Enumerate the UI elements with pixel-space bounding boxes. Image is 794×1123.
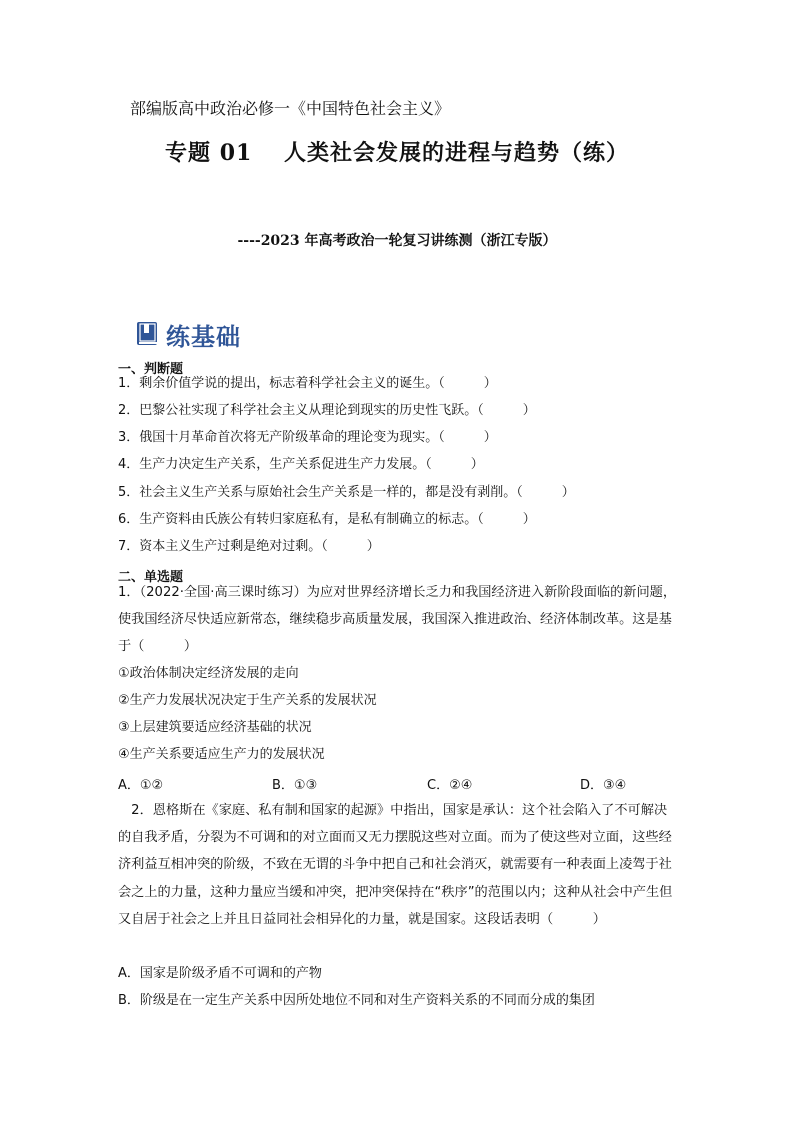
- question-2-option-b: B．阶级是在一定生产关系中因所处地位不同和对生产资料关系的不同而分成的集团: [118, 993, 595, 1008]
- option-a: A．①②: [118, 778, 164, 793]
- judgment-item: 2．巴黎公社实现了科学社会主义从理论到现实的历史性飞跃。（ ）: [118, 403, 536, 418]
- judgment-item: 1．剩余价值学说的提出，标志着科学社会主义的诞生。（ ）: [118, 376, 497, 391]
- question-1-statement: ①政治体制决定经济发展的走向: [118, 666, 299, 681]
- page-subtitle: ----2023 年高考政治一轮复习讲练测（浙江专版）: [237, 233, 557, 249]
- judgment-item: 4．生产力决定生产关系，生产关系促进生产力发展。（ ）: [118, 457, 484, 472]
- question-1-options: [118, 774, 678, 794]
- series-title: 部编版高中政治必修一《中国特色社会主义》: [130, 99, 451, 118]
- option-c: C．②④: [427, 778, 473, 793]
- judgment-item: 3．俄国十月革命首次将无产阶级革命的理论变为现实。（ ）: [118, 430, 497, 445]
- judgment-item: 7．资本主义生产过剩是绝对过剩。（ ）: [118, 539, 380, 554]
- book-icon: [136, 321, 160, 347]
- page-title: 专题 01 人类社会发展的进程与趋势（练）: [165, 140, 629, 166]
- question-2-stem: 2．恩格斯在《家庭、私有制和国家的起源》中指出，国家是承认：这个社会陷入了不可解决的自我矛盾，分裂为不可调和的对立面而又无力摆脱这些对立面。而为了使这些对立面，这些经济利益互相冲突的阶级，不致在无谓的斗争中把自己和社会消灭，就需要有一种表面上凌驾于社会之上的力量，这种力量应当缓和冲突，把冲突保持在“秩序”的范围以内；这种从社会中产生但又自居于社会之上并且日益同社会相异化的力量，就是国家。这段话表明（ ）: [118, 803, 673, 927]
- judgment-heading: 一、判断题: [118, 362, 184, 377]
- section-header: [136, 316, 241, 352]
- question-1-stem: 1．（2022·全国·高三课时练习）为应对世界经济增长乏力和我国经济进入新阶段面临的新问题，使我国经济尽快适应新常态，继续稳步高质量发展，我国深入推进政治、经济体制改革。这是基于（ ）: [118, 585, 677, 655]
- question-2-option-a: A．国家是阶级矛盾不可调和的产物: [118, 966, 322, 981]
- judgment-item: 5．社会主义生产关系与原始社会生产关系是一样的，都是没有剥削。（ ）: [118, 485, 575, 500]
- single-choice-heading: 二、单选题: [118, 570, 184, 585]
- question-1-statement: ②生产力发展状况决定于生产关系的发展状况: [118, 693, 377, 708]
- question-1-statement: ③上层建筑要适应经济基础的状况: [118, 720, 312, 735]
- question-1-statement: ④生产关系要适应生产力的发展状况: [118, 747, 325, 762]
- option-d: D．③④: [580, 778, 627, 793]
- option-b: B．①③: [272, 778, 318, 793]
- judgment-item: 6．生产资料由氏族公有转归家庭私有，是私有制确立的标志。（ ）: [118, 512, 536, 527]
- section-label: 练基础: [166, 322, 241, 351]
